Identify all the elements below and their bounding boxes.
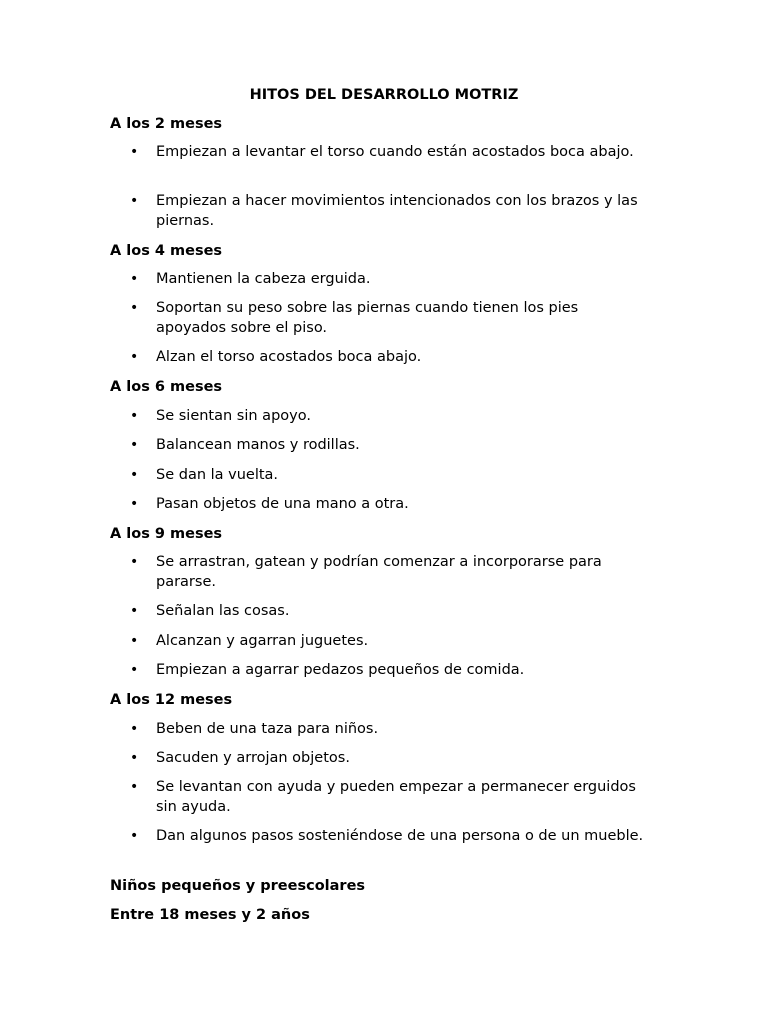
bullet-icon: • bbox=[130, 662, 139, 678]
list-item bbox=[110, 632, 650, 652]
list-item bbox=[110, 299, 650, 338]
list-item-text: Señalan las cosas. bbox=[156, 603, 290, 619]
bullet-icon: • bbox=[130, 144, 139, 160]
bullet-icon: • bbox=[130, 408, 139, 424]
list-item bbox=[110, 270, 650, 290]
list-item bbox=[110, 661, 650, 681]
list-item-text: Balancean manos y rodillas. bbox=[156, 437, 360, 453]
bullet-icon: • bbox=[130, 496, 139, 512]
list-item-text: Empiezan a agarrar pedazos pequeños de comida. bbox=[156, 662, 525, 678]
section-heading-6-meses: A los 6 meses bbox=[110, 379, 223, 395]
list-item bbox=[110, 720, 650, 740]
list-item-text: Alzan el torso acostados boca abajo. bbox=[156, 349, 422, 365]
list-item bbox=[110, 143, 650, 163]
bullet-icon: • bbox=[130, 779, 139, 795]
list-item-text: Empiezan a levantar el torso cuando están acostados boca abajo. bbox=[156, 144, 634, 160]
list-item-text: Beben de una taza para niños. bbox=[156, 721, 379, 737]
list-item bbox=[110, 192, 650, 231]
bullet-icon: • bbox=[130, 633, 139, 649]
list-item-text: Se arrastran, gatean y podrían comenzar a incorporarse para pararse. bbox=[156, 554, 602, 590]
bullet-icon: • bbox=[130, 467, 139, 483]
list-item-text: Pasan objetos de una mano a otra. bbox=[156, 496, 409, 512]
list-item-text: Mantienen la cabeza erguida. bbox=[156, 271, 371, 287]
document-title: HITOS DEL DESARROLLO MOTRIZ bbox=[249, 87, 519, 103]
list-item-text: Alcanzan y agarran juguetes. bbox=[156, 633, 369, 649]
list-item bbox=[110, 407, 650, 427]
list-item bbox=[110, 778, 650, 817]
list-item-text: Soportan su peso sobre las piernas cuando tienen los pies apoyados sobre el piso. bbox=[156, 300, 579, 336]
list-item bbox=[110, 348, 650, 368]
list-item-text: Se sientan sin apoyo. bbox=[156, 408, 311, 424]
list-item bbox=[110, 466, 650, 486]
section-heading-ninos-pequenos: Niños pequeños y preescolares bbox=[110, 878, 366, 894]
section-heading-4-meses: A los 4 meses bbox=[110, 243, 223, 259]
list-item-text: Se dan la vuelta. bbox=[156, 467, 279, 483]
bullet-icon: • bbox=[130, 721, 139, 737]
bullet-icon: • bbox=[130, 603, 139, 619]
list-item bbox=[110, 827, 650, 847]
section-heading-9-meses: A los 9 meses bbox=[110, 526, 223, 542]
list-item-text: Sacuden y arrojan objetos. bbox=[156, 750, 350, 766]
section-heading-18-meses: Entre 18 meses y 2 años bbox=[110, 907, 310, 923]
bullet-icon: • bbox=[130, 554, 139, 570]
bullet-icon: • bbox=[130, 750, 139, 766]
list-item bbox=[110, 749, 650, 769]
bullet-icon: • bbox=[130, 271, 139, 287]
list-item bbox=[110, 495, 650, 515]
bullet-icon: • bbox=[130, 828, 139, 844]
list-item-text: Empiezan a hacer movimientos intencionados con los brazos y las piernas. bbox=[156, 193, 638, 229]
bullet-icon: • bbox=[130, 349, 139, 365]
bullet-icon: • bbox=[130, 193, 139, 209]
bullet-icon: • bbox=[130, 300, 139, 316]
list-item-text: Dan algunos pasos sosteniéndose de una persona o de un mueble. bbox=[156, 828, 644, 844]
list-item-text: Se levantan con ayuda y pueden empezar a permanecer erguidos sin ayuda. bbox=[156, 779, 636, 815]
bullet-icon: • bbox=[130, 437, 139, 453]
section-heading-12-meses: A los 12 meses bbox=[110, 692, 233, 708]
section-heading-2-meses: A los 2 meses bbox=[110, 116, 223, 132]
list-item bbox=[110, 602, 650, 622]
list-item bbox=[110, 553, 650, 592]
list-item bbox=[110, 436, 650, 456]
